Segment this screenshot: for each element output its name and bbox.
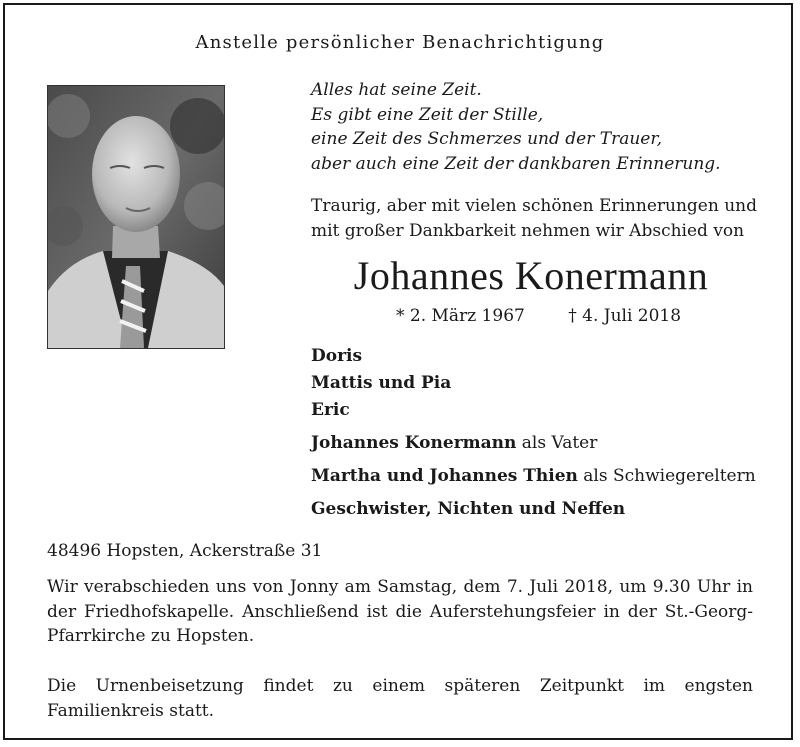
mourner-name: Johannes Konermann: [311, 433, 517, 453]
burial-info: Die Urnenbeisetzung findet zu einem späteren Zeitpunkt im engsten Familienkreis statt.: [47, 676, 753, 721]
mourner-name: Geschwister, Nichten und Neffen: [311, 499, 626, 519]
intro-line: Traurig, aber mit vielen schönen Erinnerungen und: [311, 196, 757, 216]
poem: [311, 78, 721, 176]
mourner-role: als Schwiegereltern: [583, 466, 756, 486]
life-dates: [396, 306, 681, 326]
service-info: Wir verabschieden uns von Jonny am Samstag, dem 7. Juli 2018, um 9.30 Uhr in der Friedhofskapelle. Anschließend ist die Auferstehungsfeier in der St.-Georg-Pfarrkirche zu Hopsten.: [47, 577, 753, 646]
mourner-role: als Vater: [521, 433, 598, 453]
poem-line: eine Zeit des Schmerzes und der Trauer,: [311, 129, 663, 149]
mourner-name: Eric: [311, 400, 350, 420]
poem-line: aber auch eine Zeit der dankbaren Erinnerung.: [311, 153, 721, 174]
deceased-name: Johannes Konermann: [353, 253, 709, 298]
poem-line: Es gibt eine Zeit der Stille,: [311, 104, 544, 125]
birth-date: * 2. März 1967: [396, 306, 525, 326]
mourner-name: Martha und Johannes Thien: [311, 466, 578, 486]
mourner-name: Doris: [311, 346, 363, 366]
portrait-photo: [47, 85, 225, 349]
mourner-name: Mattis und Pia: [311, 373, 452, 393]
poem-line: Alles hat seine Zeit.: [311, 80, 482, 100]
intro-line: mit großer Dankbarkeit nehmen wir Abschied von: [311, 220, 745, 241]
intro-text: [311, 194, 757, 243]
address: 48496 Hopsten, Ackerstraße 31: [47, 541, 323, 561]
notice-header: Anstelle persönlicher Benachrichtigung: [195, 32, 605, 53]
death-date: † 4. Juli 2018: [568, 306, 682, 326]
